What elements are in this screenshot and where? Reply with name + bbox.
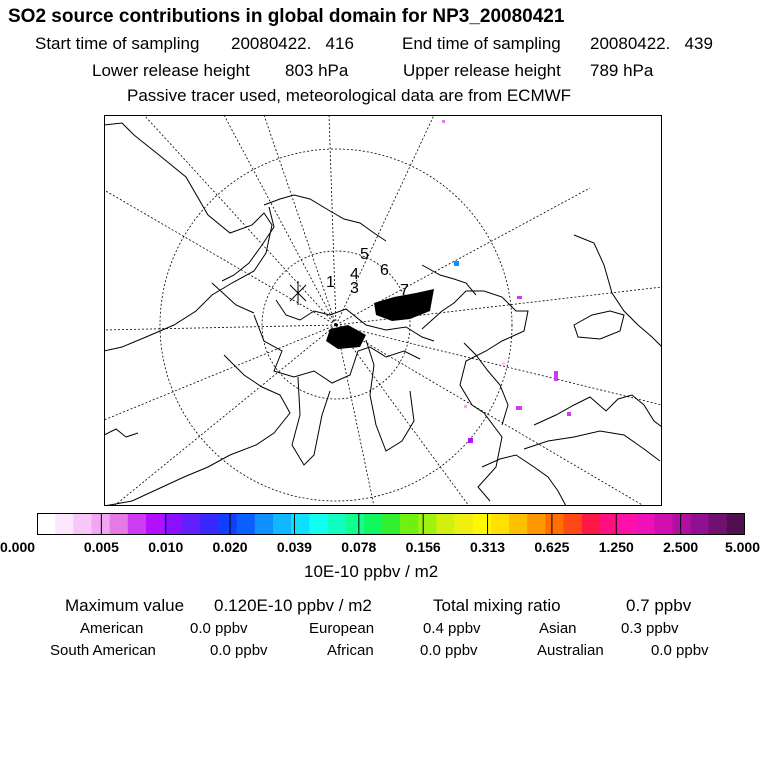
colorbar-swatch [691,513,709,535]
colorbar-swatch [219,513,237,535]
region-value-european: 0.4 ppbv [423,620,481,637]
lower-height-label: Lower release height [92,61,250,80]
data-source-note: Passive tracer used, meteorological data are from ECMWF [127,86,572,105]
concentration-patch [454,261,459,266]
flight-point-label-4: 4 [350,266,359,283]
colorbar-swatch [563,513,581,535]
region-name-european: European [309,620,375,637]
concentration-patch [468,438,473,443]
region-name-asian: Asian [539,620,577,637]
colorbar-swatch [654,513,672,535]
colorbar-tick-label: 0.078 [341,539,377,555]
colorbar-swatch [182,513,200,535]
upper-height-value: 789 hPa [590,61,654,80]
flight-point-label-5: 5 [360,246,369,263]
total-mixing-value: 0.7 ppbv [626,596,692,615]
colorbar-tick-label: 5.000 [724,539,760,555]
colorbar-tick-label: 1.250 [598,539,634,555]
colorbar-swatch [291,513,309,535]
colorbar-swatch [110,513,128,535]
start-time-value: 20080422. 416 [231,34,354,53]
colorbar-swatch [636,513,654,535]
concentration-patch [516,406,522,410]
colorbar [37,513,745,535]
colorbar-tick-label: 2.500 [663,539,699,555]
colorbar-swatch [455,513,473,535]
end-time-label: End time of sampling [402,34,561,53]
flight-point-label-7: 7 [400,282,409,299]
colorbar-swatch [237,513,255,535]
end-time-value: 20080422. 439 [590,34,713,53]
flight-point-label-2: 2 [376,300,385,317]
region-value-asian: 0.3 ppbv [621,620,679,637]
region-name-south-american: South American [50,642,156,659]
plot-title: SO2 source contributions in global domain for NP3_20080421 [8,6,565,27]
colorbar-swatch [255,513,273,535]
colorbar-swatch [364,513,382,535]
flight-point-label-3: 3 [350,280,359,297]
colorbar-swatch [491,513,509,535]
colorbar-swatch [128,513,146,535]
concentration-patch [567,412,571,416]
polar-map [104,115,662,506]
colorbar-swatch [709,513,727,535]
max-value: 0.120E-10 ppbv / m2 [214,596,372,615]
colorbar-swatch [309,513,327,535]
colorbar-tick-label: 0.625 [534,539,570,555]
region-value-african: 0.0 ppbv [420,642,478,659]
colorbar-swatch [164,513,182,535]
lower-height-value: 803 hPa [285,61,349,80]
colorbar-swatch [55,513,73,535]
colorbar-swatch [382,513,400,535]
colorbar-tick-label: 0.000 [0,539,36,555]
concentration-patch [502,362,505,365]
concentration-patch [464,405,467,408]
colorbar-swatch [37,513,55,535]
region-name-australian: Australian [537,642,604,659]
colorbar-swatch [582,513,600,535]
colorbar-swatch [473,513,491,535]
concentration-patch [442,120,445,123]
start-time-label: Start time of sampling [35,34,200,53]
colorbar-swatch [400,513,418,535]
flight-point-label-1: 1 [326,274,335,291]
upper-height-label: Upper release height [403,61,561,80]
colorbar-swatch [200,513,218,535]
colorbar-swatch [146,513,164,535]
colorbar-tick-label: 0.005 [83,539,119,555]
concentration-patch [517,296,522,299]
total-mixing-label: Total mixing ratio [433,596,561,615]
colorbar-swatch [91,513,109,535]
colorbar-tick-label: 0.156 [405,539,441,555]
colorbar-swatch [545,513,563,535]
colorbar-swatch [618,513,636,535]
concentration-patch [554,371,558,381]
region-name-african: African [327,642,374,659]
colorbar-swatch [600,513,618,535]
colorbar-swatch [727,513,745,535]
region-value-australian: 0.0 ppbv [651,642,709,659]
region-value-south-american: 0.0 ppbv [210,642,268,659]
colorbar-swatch [509,513,527,535]
flight-point-label-6: 6 [380,262,389,279]
region-value-american: 0.0 ppbv [190,620,248,637]
colorbar-swatch [672,513,690,535]
colorbar-swatch [327,513,345,535]
colorbar-swatch [273,513,291,535]
colorbar-tick-label: 0.313 [470,539,506,555]
colorbar-tick-label: 0.010 [148,539,184,555]
region-name-american: American [80,620,144,637]
colorbar-swatch [346,513,364,535]
colorbar-swatch [527,513,545,535]
colorbar-unit: 10E-10 ppbv / m2 [304,562,439,581]
colorbar-swatch [73,513,91,535]
colorbar-tick-label: 0.039 [276,539,312,555]
flight-point-label-8: 8 [396,306,405,323]
max-value-label: Maximum value [65,596,185,615]
colorbar-swatch [418,513,436,535]
colorbar-tick-label: 0.020 [212,539,248,555]
colorbar-swatch [436,513,454,535]
